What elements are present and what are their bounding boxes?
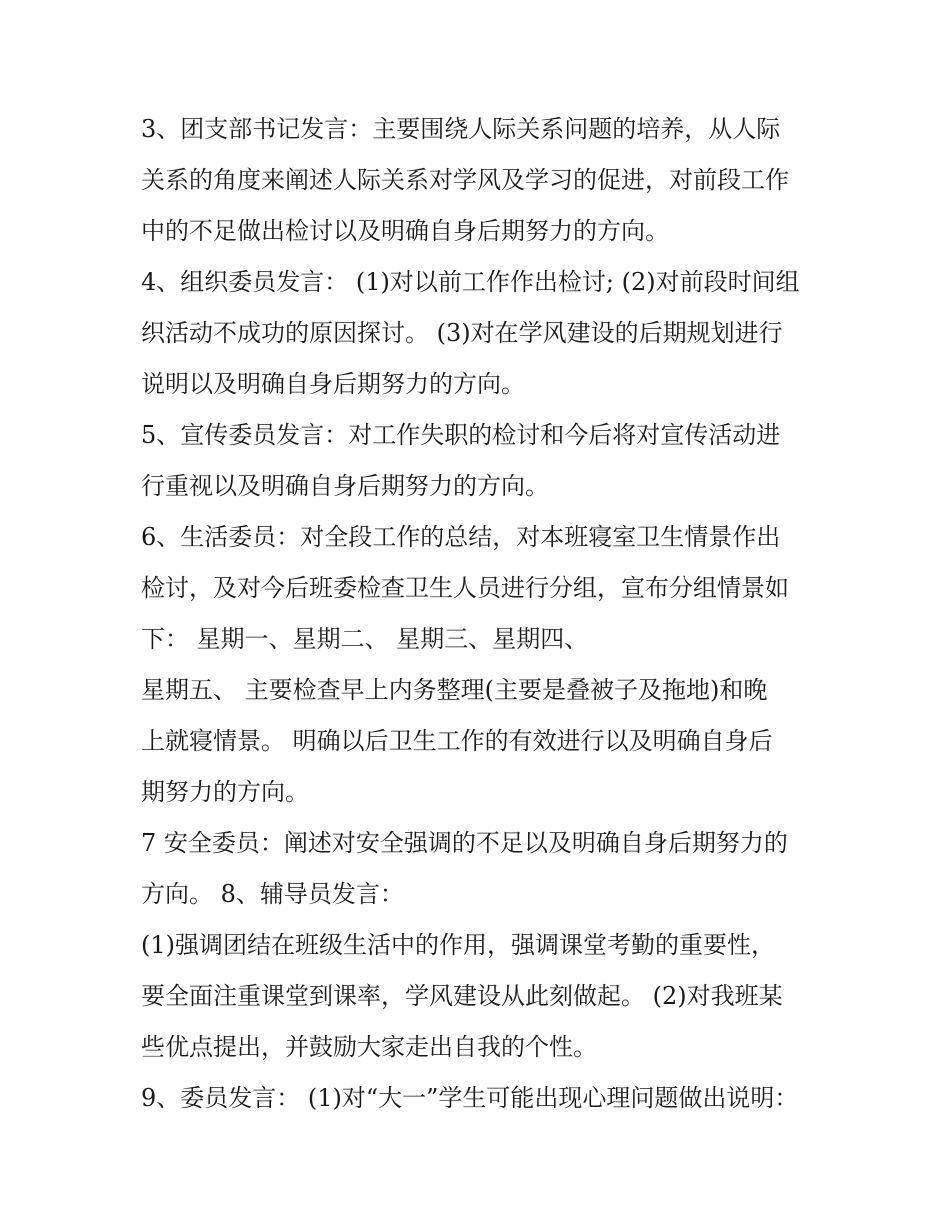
text-line: 检讨，及对今后班委检查卫生人员进行分组，宣布分组情景如 — [141, 574, 789, 602]
text-line: 下： 星期一、星期二、 星期三、星期四、 — [141, 625, 589, 653]
text-line: 些优点提出，并鼓励大家走出自我的个性。 — [141, 1033, 597, 1061]
text-line: 5、宣传委员发言：对工作失职的检讨和今后将对宣传活动进 — [141, 421, 781, 449]
text-line: 星期五、 主要检查早上内务整理(主要是叠被子及拖地)和晚 — [141, 676, 768, 704]
text-line: 行重视以及明确自身后期努力的方向。 — [141, 472, 549, 500]
text-line: (1)强调团结在班级生活中的作用，强调课堂考勤的重要性， — [141, 931, 775, 959]
text-line: 上就寝情景。 明确以后卫生工作的有效进行以及明确自身后 — [141, 727, 773, 755]
text-line: 6、生活委员：对全段工作的总结，对本班寝室卫生情景作出 — [141, 523, 781, 551]
text-line: 9、委员发言： (1)对“大一”学生可能出现心理问题做出说明： — [141, 1084, 799, 1112]
text-line: 要全面注重课堂到课率，学风建设从此刻做起。 (2)对我班某 — [141, 982, 783, 1010]
text-line: 7 安全委员：阐述对安全强调的不足以及明确自身后期努力的 — [141, 829, 788, 857]
text-line: 期努力的方向。 — [141, 778, 309, 806]
text-line: 3、团支部书记发言：主要围绕人际关系问题的培养，从人际 — [141, 115, 781, 143]
text-line: 4、组织委员发言： (1)对以前工作作出检讨; (2)对前段时间组 — [141, 268, 800, 296]
text-line: 关系的角度来阐述人际关系对学风及学习的促进，对前段工作 — [141, 166, 789, 194]
text-line: 织活动不成功的原因探讨。 (3)对在学风建设的后期规划进行 — [141, 319, 783, 347]
text-line: 说明以及明确自身后期努力的方向。 — [141, 370, 525, 398]
text-line: 中的不足做出检讨以及明确自身后期努力的方向。 — [141, 217, 669, 245]
text-line: 方向。 8、辅导员发言： — [141, 880, 404, 908]
